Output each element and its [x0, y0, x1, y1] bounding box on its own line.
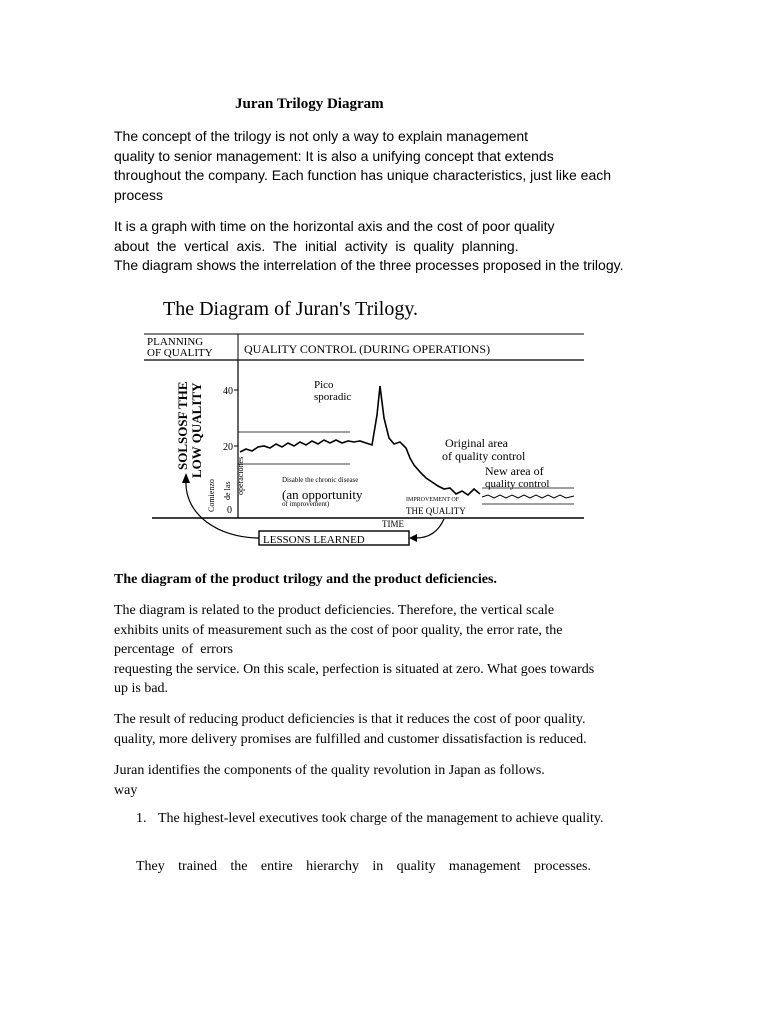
chronic-label: Disable the chronic disease	[282, 476, 359, 484]
lessons-label: LESSONS LEARNED	[263, 534, 365, 546]
list-text: The highest-level executives took charge of the management to achieve quality.	[158, 811, 604, 826]
tick-label: 0	[227, 505, 232, 516]
list-number: 1.	[136, 811, 147, 826]
new-performance-line	[482, 495, 574, 498]
intro-line: throughout the company. Each function has unique characteristics, just like each	[114, 167, 612, 183]
intro-paragraph-1	[114, 127, 654, 205]
planning-label: OF QUALITY	[147, 347, 213, 359]
quality-improvement-label: IMPROVEMENT OF	[406, 497, 460, 503]
peak-label: sporadic	[314, 391, 352, 403]
intro-line: The concept of the trilogy is not only a way to explain management	[114, 128, 529, 144]
figure-caption: The diagram of the product trilogy and the product deficiencies.	[114, 572, 497, 587]
time-label: TIME	[382, 519, 404, 529]
control-header: QUALITY CONTROL (DURING OPERATIONS)	[244, 342, 491, 356]
intro-line: quality to senior management: It is also a unifying concept that extends	[114, 147, 554, 164]
start-operations-label: de las	[223, 481, 232, 500]
peak-label: Pico	[314, 379, 334, 391]
page-title: Juran Trilogy Diagram	[235, 96, 384, 112]
body-line: up is bad.	[114, 681, 169, 696]
list-item	[136, 809, 648, 829]
y-axis-label: LOW QUALITY	[189, 382, 204, 478]
body-line: quality, more delivery promises are fulfilled and customer dissatisfaction is reduced.	[114, 731, 587, 747]
start-operations-label: Comienzo	[207, 479, 216, 512]
body-paragraph-5	[114, 761, 654, 800]
original-area-label: Original area	[445, 436, 508, 450]
opportunity-label: of improvement)	[282, 500, 330, 508]
body-line: way	[114, 782, 138, 798]
trilogy-diagram	[144, 290, 592, 550]
new-area-label: New area of	[485, 464, 544, 478]
lessons-arrow-right	[416, 519, 444, 538]
y-axis-label: SOLSOSF THE	[175, 381, 190, 470]
body-paragraph-3	[114, 601, 654, 699]
quality-performance-line	[240, 386, 480, 495]
intro-line: The diagram shows the interrelation of the three processes proposed in the trilogy.	[114, 257, 624, 273]
opportunity-label: (an opportunity	[282, 487, 363, 502]
start-operations-label: operaciones	[236, 456, 245, 495]
tick-label: 40	[223, 386, 233, 397]
closing-line: They trained the entire hierarchy in quality management processes.	[136, 859, 591, 874]
diagram-heading: The Diagram of Juran's Trilogy.	[163, 298, 419, 320]
body-paragraph-4	[114, 710, 654, 749]
body-line: exhibits units of measurement such as the cost of poor quality, the error rate, the	[114, 622, 563, 638]
intro-paragraph-2	[114, 217, 654, 276]
quality-improvement-label: THE QUALITY	[406, 506, 466, 516]
trilogy-diagram-svg	[144, 290, 592, 550]
new-area-label: quality control	[485, 478, 550, 490]
planning-label: PLANNING	[147, 336, 204, 348]
body-line: The diagram is related to the product deficiencies. Therefore, the vertical scale	[114, 603, 555, 618]
body-line: percentage of errors	[114, 642, 233, 657]
arrow-head-icon	[409, 534, 417, 542]
original-area-label: of quality control	[442, 449, 526, 463]
body-line: requesting the service. On this scale, perfection is situated at zero. What goes towards	[114, 661, 595, 677]
intro-line: about the vertical axis. The initial activity is quality planning.	[114, 237, 519, 254]
intro-line: It is a graph with time on the horizontal axis and the cost of poor quality	[114, 218, 555, 234]
intro-line: process	[114, 186, 164, 203]
body-line: The result of reducing product deficiencies is that it reduces the cost of poor quality.	[114, 712, 586, 727]
tick-label: 20	[223, 442, 233, 453]
body-line: Juran identifies the components of the quality revolution in Japan as follows.	[114, 763, 545, 778]
